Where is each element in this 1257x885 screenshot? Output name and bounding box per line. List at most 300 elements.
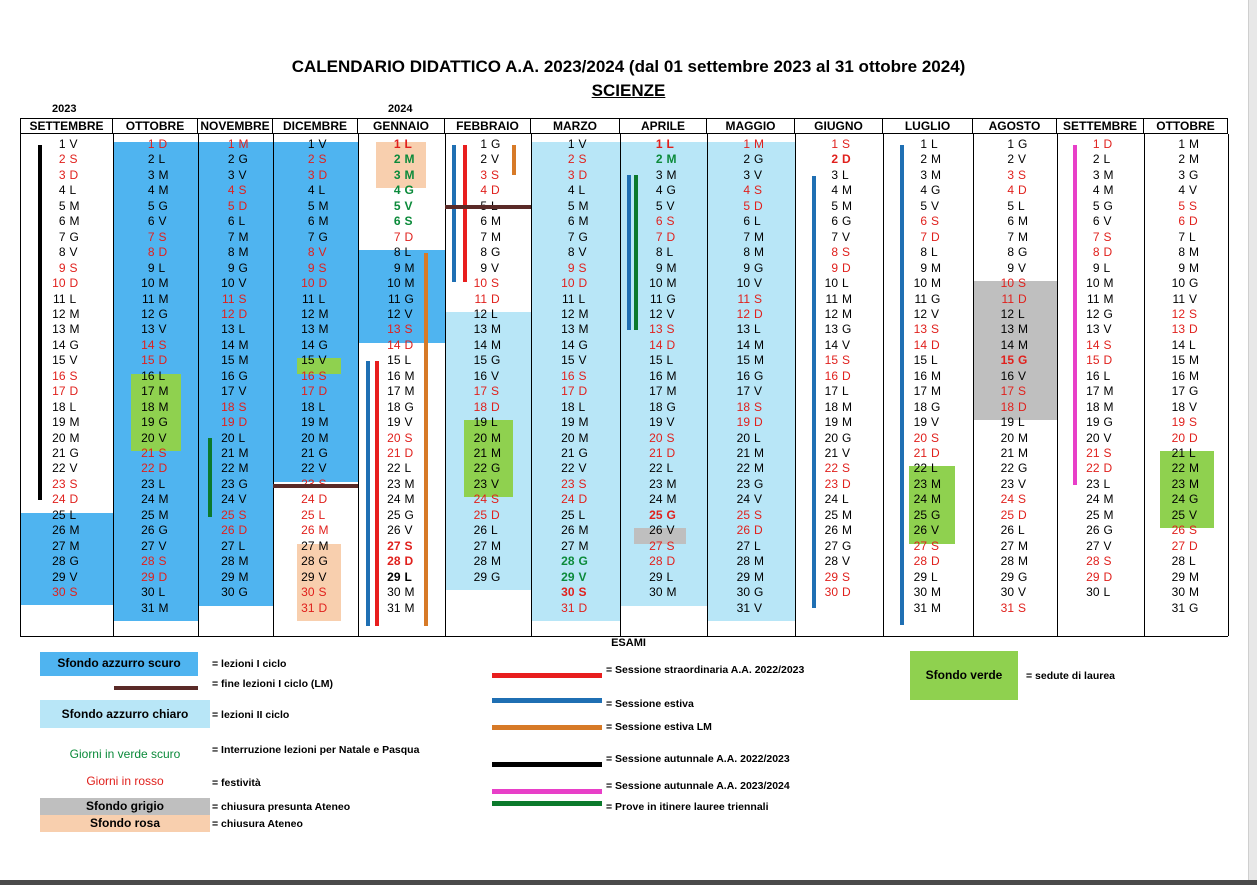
legend-light-blue: Sfondo azzurro chiaro — [40, 700, 210, 728]
weekday-letter: S — [404, 430, 413, 445]
weekday-letter: M — [491, 229, 501, 244]
day-cell — [895, 492, 961, 508]
day-cell — [34, 245, 100, 261]
day-number: 12 — [141, 306, 155, 321]
day-number: 8 — [743, 245, 750, 260]
day-cell — [543, 400, 609, 416]
weekday-letter: V — [404, 415, 413, 430]
day-number: 22 — [736, 461, 750, 476]
day-number: 6 — [393, 214, 401, 229]
day-number: 26 — [301, 523, 315, 538]
day-number: 11 — [1172, 291, 1185, 306]
day-cell — [982, 523, 1048, 539]
day-number: 12 — [1000, 306, 1014, 321]
day-number: 26 — [913, 523, 927, 538]
weekday-letter: D — [158, 245, 168, 260]
session-bar-orange_line — [424, 253, 428, 626]
day-number: 14 — [473, 337, 487, 352]
weekday-letter: L — [1103, 476, 1111, 491]
weekday-letter: M — [69, 430, 80, 445]
weekday-letter: M — [931, 492, 941, 507]
day-number: 4 — [1178, 183, 1185, 198]
day-number: 13 — [1171, 322, 1185, 337]
weekday-letter: S — [238, 507, 247, 522]
day-cell — [1068, 539, 1134, 555]
day-number: 28 — [221, 554, 235, 569]
day-number: 18 — [736, 399, 750, 414]
day-cell — [543, 431, 609, 447]
legend-grey: Sfondo grigio — [40, 798, 210, 815]
weekday-letter: V — [1018, 368, 1027, 383]
day-number: 19 — [301, 415, 315, 430]
weekday-letter: V — [754, 167, 763, 182]
day-cell — [718, 137, 784, 153]
day-number: 18 — [649, 399, 663, 414]
weekday-letter: G — [1189, 167, 1199, 182]
day-number: 25 — [301, 507, 315, 522]
day-number: 8 — [480, 245, 487, 260]
day-number: 21 — [913, 446, 927, 460]
day-cell — [543, 152, 609, 168]
day-cell — [123, 230, 189, 246]
day-cell — [203, 137, 269, 153]
day-cell — [895, 245, 961, 261]
day-number: 31 — [1171, 600, 1185, 615]
day-cell — [1068, 230, 1134, 246]
weekday-letter: V — [1018, 260, 1027, 275]
day-number: 25 — [1086, 507, 1100, 522]
day-cell — [1153, 214, 1219, 230]
day-number: 13 — [1086, 322, 1100, 337]
weekday-letter: S — [1189, 523, 1198, 538]
day-cell — [455, 369, 521, 385]
weekday-letter: D — [754, 523, 763, 538]
weekday-letter: V — [238, 167, 247, 182]
day-number: 9 — [147, 260, 155, 275]
day-number: 30 — [221, 585, 235, 600]
day-number: 5 — [920, 198, 927, 213]
day-number: 28 — [1171, 554, 1185, 569]
weekday-letter: M — [318, 322, 329, 337]
day-number: 19 — [824, 415, 838, 430]
weekday-letter: M — [1189, 368, 1199, 383]
day-number: 3 — [1007, 167, 1014, 182]
weekday-letter: L — [754, 430, 761, 445]
day-cell — [631, 508, 697, 524]
weekday-letter: V — [1103, 322, 1112, 337]
day-cell — [1153, 353, 1219, 369]
day-number: 20 — [141, 430, 155, 445]
day-cell — [895, 554, 961, 570]
day-cell — [631, 523, 697, 539]
weekday-letter: S — [1189, 415, 1198, 430]
day-number: 24 — [221, 492, 235, 507]
weekday-letter: L — [238, 430, 246, 445]
legend-light-blue-desc: = lezioni II ciclo — [212, 709, 290, 721]
day-number: 20 — [473, 430, 487, 445]
weekday-letter: V — [1189, 507, 1198, 522]
day-cell — [982, 292, 1048, 308]
day-number: 9 — [58, 260, 66, 275]
day-number: 18 — [1171, 399, 1185, 414]
weekday-letter: S — [69, 260, 78, 275]
weekday-letter: D — [318, 276, 328, 291]
session-bar-red_line — [463, 145, 467, 282]
day-number: 30 — [561, 585, 575, 600]
day-number: 9 — [227, 260, 235, 275]
day-number: 29 — [1086, 569, 1100, 584]
day-cell — [895, 431, 961, 447]
grid-column-line — [883, 134, 884, 636]
weekday-letter: D — [754, 198, 763, 213]
weekday-letter: G — [754, 476, 764, 491]
weekday-letter: L — [578, 507, 586, 522]
day-cell — [1153, 183, 1219, 199]
day-number: 15 — [473, 353, 487, 368]
day-cell — [34, 369, 100, 385]
weekday-letter: D — [578, 384, 588, 399]
day-cell — [982, 554, 1048, 570]
day-number: 17 — [561, 384, 575, 399]
weekday-letter: L — [158, 260, 166, 275]
day-number: 5 — [307, 198, 315, 213]
day-number: 15 — [913, 353, 927, 368]
weekday-letter: S — [754, 183, 763, 198]
weekday-letter: M — [69, 306, 80, 321]
weekday-letter: D — [238, 523, 248, 538]
day-number: 25 — [824, 507, 838, 522]
day-number: 27 — [824, 538, 838, 553]
day-number: 25 — [1171, 507, 1185, 522]
day-cell — [203, 415, 269, 431]
weekday-letter: L — [578, 291, 586, 306]
weekday-letter: G — [238, 476, 248, 491]
day-number: 11 — [302, 291, 315, 306]
day-cell — [631, 415, 697, 431]
day-cell — [203, 539, 269, 555]
day-number: 10 — [1171, 276, 1185, 291]
day-number: 30 — [824, 585, 838, 600]
weekday-letter: G — [754, 585, 764, 600]
day-number: 16 — [141, 368, 155, 383]
day-number: 4 — [920, 183, 927, 198]
weekday-letter: G — [158, 198, 168, 213]
weekday-letter: D — [238, 415, 248, 430]
weekday-letter: M — [842, 306, 852, 321]
weekday-letter: G — [754, 152, 764, 167]
weekday-letter: V — [1018, 585, 1027, 600]
day-cell — [982, 570, 1048, 586]
weekday-letter: G — [842, 430, 852, 445]
day-number: 7 — [147, 229, 155, 244]
day-cell — [543, 245, 609, 261]
day-cell — [895, 539, 961, 555]
day-cell — [718, 214, 784, 230]
day-cell — [982, 168, 1048, 184]
day-number: 9 — [1007, 260, 1014, 275]
weekday-letter: M — [578, 538, 589, 553]
day-cell — [895, 446, 961, 462]
month-header: GENNAIO — [358, 118, 445, 134]
day-number: 21 — [561, 446, 575, 460]
day-cell — [895, 199, 961, 215]
weekday-letter: V — [158, 322, 167, 337]
day-cell — [1068, 137, 1134, 153]
day-cell — [203, 554, 269, 570]
day-cell — [982, 152, 1048, 168]
day-cell — [631, 137, 697, 153]
grid-column-line — [198, 134, 199, 636]
day-cell — [1153, 492, 1219, 508]
weekday-letter: V — [754, 384, 763, 399]
day-number: 25 — [473, 507, 487, 522]
day-number: 1 — [393, 137, 401, 151]
weekday-letter: G — [491, 569, 501, 584]
day-number: 31 — [913, 600, 927, 615]
weekday-letter: M — [404, 492, 415, 507]
weekday-letter: G — [1018, 461, 1028, 476]
day-cell — [283, 539, 349, 555]
day-number: 28 — [1000, 554, 1014, 569]
day-cell — [455, 554, 521, 570]
weekday-letter: L — [1103, 260, 1111, 275]
day-number: 30 — [52, 585, 66, 600]
day-cell — [895, 508, 961, 524]
weekday-letter: G — [1189, 600, 1199, 615]
legend-dark-blue-desc: = lezioni I ciclo — [212, 658, 287, 670]
day-number: 30 — [1171, 585, 1185, 600]
day-number: 20 — [1086, 430, 1100, 445]
day-number: 7 — [393, 229, 401, 244]
weekday-letter: D — [931, 229, 940, 244]
day-number: 23 — [561, 476, 575, 491]
weekday-letter: V — [842, 446, 851, 460]
day-cell — [34, 523, 100, 539]
day-number: 1 — [1092, 137, 1100, 151]
day-cell — [982, 508, 1048, 524]
weekday-letter: G — [842, 322, 852, 337]
weekday-letter: M — [158, 167, 169, 182]
weekday-letter: M — [754, 337, 764, 352]
weekday-letter: D — [1018, 183, 1027, 198]
legend-pink-desc: = chiusura Ateneo — [212, 818, 303, 830]
weekday-letter: S — [666, 322, 675, 337]
day-cell — [123, 261, 189, 277]
day-number: 29 — [913, 569, 927, 584]
day-number: 23 — [1000, 476, 1014, 491]
weekday-letter: M — [666, 585, 677, 600]
day-number: 20 — [221, 430, 235, 445]
weekday-letter: D — [404, 229, 414, 244]
day-cell — [283, 261, 349, 277]
day-cell — [543, 199, 609, 215]
weekday-letter: G — [1189, 276, 1199, 291]
day-number: 18 — [561, 399, 575, 414]
day-cell — [895, 415, 961, 431]
day-number: 14 — [1086, 337, 1100, 352]
day-cell — [631, 261, 697, 277]
day-number: 7 — [58, 229, 66, 244]
weekday-letter: M — [1018, 430, 1028, 445]
weekday-letter: S — [158, 554, 167, 569]
day-number: 20 — [301, 430, 315, 445]
day-cell — [631, 199, 697, 215]
legend-green-line — [492, 801, 602, 806]
month-header: APRILE — [620, 118, 707, 134]
day-number: 24 — [141, 492, 155, 507]
day-cell — [34, 400, 100, 416]
legend-green-text-desc: = Interruzione lezioni per Natale e Pasqua — [212, 744, 420, 756]
day-cell — [203, 477, 269, 493]
month-header: AGOSTO — [973, 118, 1057, 134]
weekday-letter: M — [578, 415, 589, 430]
day-number: 8 — [307, 245, 315, 260]
weekday-letter: D — [931, 446, 940, 460]
weekday-letter: M — [1103, 276, 1114, 291]
weekday-letter: M — [491, 430, 501, 445]
day-cell — [34, 214, 100, 230]
session-bar-pink_line — [1073, 145, 1077, 485]
weekday-letter: L — [931, 353, 938, 368]
day-cell — [543, 508, 609, 524]
weekday-letter: G — [666, 507, 676, 522]
weekday-letter: L — [69, 291, 77, 306]
day-cell — [283, 400, 349, 416]
day-cell — [982, 415, 1048, 431]
day-cell — [123, 415, 189, 431]
day-number: 24 — [736, 492, 750, 507]
weekday-letter: M — [318, 430, 329, 445]
day-cell — [1153, 307, 1219, 323]
weekday-letter: V — [69, 461, 78, 476]
weekday-letter: V — [318, 461, 327, 476]
weekday-letter: G — [69, 554, 79, 569]
weekday-letter: G — [69, 446, 79, 460]
day-cell — [718, 183, 784, 199]
day-cell — [543, 292, 609, 308]
day-cell — [283, 369, 349, 385]
day-number: 23 — [736, 476, 750, 491]
weekday-letter: L — [404, 245, 412, 260]
day-cell — [718, 276, 784, 292]
day-cell — [631, 214, 697, 230]
day-number: 23 — [473, 476, 487, 491]
day-number: 15 — [824, 353, 838, 368]
weekday-letter: M — [1018, 229, 1028, 244]
weekday-letter: S — [318, 152, 327, 167]
day-number: 10 — [52, 276, 66, 291]
weekday-letter: L — [158, 152, 166, 167]
weekday-letter: D — [1103, 569, 1113, 584]
day-cell — [631, 245, 697, 261]
weekday-letter: M — [666, 368, 677, 383]
month-header: NOVEMBRE — [198, 118, 273, 134]
day-cell — [718, 523, 784, 539]
day-cell — [34, 446, 100, 462]
weekday-letter: M — [842, 523, 852, 538]
day-number: 22 — [1086, 461, 1100, 476]
legend-black-line-desc: = Sessione autunnale A.A. 2022/2023 — [606, 753, 790, 765]
day-number: 30 — [141, 585, 155, 600]
weekday-letter: L — [158, 585, 166, 600]
day-cell — [718, 230, 784, 246]
weekday-letter: M — [931, 368, 941, 383]
day-cell — [283, 601, 349, 617]
day-number: 5 — [1007, 198, 1014, 213]
weekday-letter: M — [491, 322, 501, 337]
weekday-letter: V — [69, 245, 78, 260]
weekday-letter: M — [754, 446, 764, 460]
day-cell — [718, 152, 784, 168]
day-number: 25 — [1000, 507, 1014, 522]
weekday-letter: M — [842, 183, 852, 198]
weekday-letter: M — [491, 538, 501, 553]
day-number: 23 — [649, 476, 663, 491]
day-number: 22 — [1000, 461, 1014, 476]
weekday-letter: D — [158, 353, 168, 368]
weekday-letter: M — [238, 353, 249, 368]
day-number: 22 — [387, 461, 401, 476]
day-cell — [895, 384, 961, 400]
day-cell — [543, 585, 609, 601]
day-number: 14 — [736, 337, 750, 352]
weekday-letter: M — [158, 183, 169, 198]
day-cell — [203, 570, 269, 586]
day-cell — [1068, 477, 1134, 493]
day-cell — [806, 152, 872, 168]
weekday-letter: V — [666, 523, 675, 538]
day-number: 21 — [301, 446, 315, 460]
day-cell — [34, 261, 100, 277]
weekday-letter: D — [842, 476, 851, 491]
weekday-letter: V — [578, 569, 587, 584]
day-cell — [34, 554, 100, 570]
weekday-letter: L — [404, 569, 412, 584]
weekday-letter: S — [1018, 600, 1027, 615]
day-cell — [718, 570, 784, 586]
day-cell — [283, 168, 349, 184]
day-cell — [718, 307, 784, 323]
day-cell — [718, 245, 784, 261]
day-cell — [1068, 245, 1134, 261]
weekday-letter: G — [578, 446, 588, 460]
weekday-letter: V — [238, 276, 247, 291]
weekday-letter: S — [1018, 492, 1027, 507]
day-number: 5 — [393, 198, 401, 213]
weekday-letter: G — [69, 229, 79, 244]
day-number: 2 — [480, 152, 487, 167]
day-cell — [283, 199, 349, 215]
day-number: 16 — [221, 368, 235, 383]
grid-column-line — [620, 134, 621, 636]
weekday-letter: V — [1189, 291, 1198, 306]
day-number: 22 — [473, 461, 487, 476]
weekday-letter: M — [1018, 214, 1028, 229]
day-number: 2 — [1007, 152, 1014, 167]
day-number: 13 — [141, 322, 155, 337]
legend-red-text-desc: = festività — [212, 777, 261, 789]
day-cell — [123, 461, 189, 477]
day-cell — [543, 415, 609, 431]
day-number: 24 — [561, 492, 575, 507]
weekday-letter: D — [1189, 430, 1198, 445]
day-number: 23 — [52, 476, 66, 491]
day-number: 2 — [920, 152, 927, 167]
day-number: 9 — [307, 260, 315, 275]
weekday-letter: S — [404, 322, 413, 337]
day-cell — [34, 168, 100, 184]
weekday-letter: M — [666, 384, 677, 399]
